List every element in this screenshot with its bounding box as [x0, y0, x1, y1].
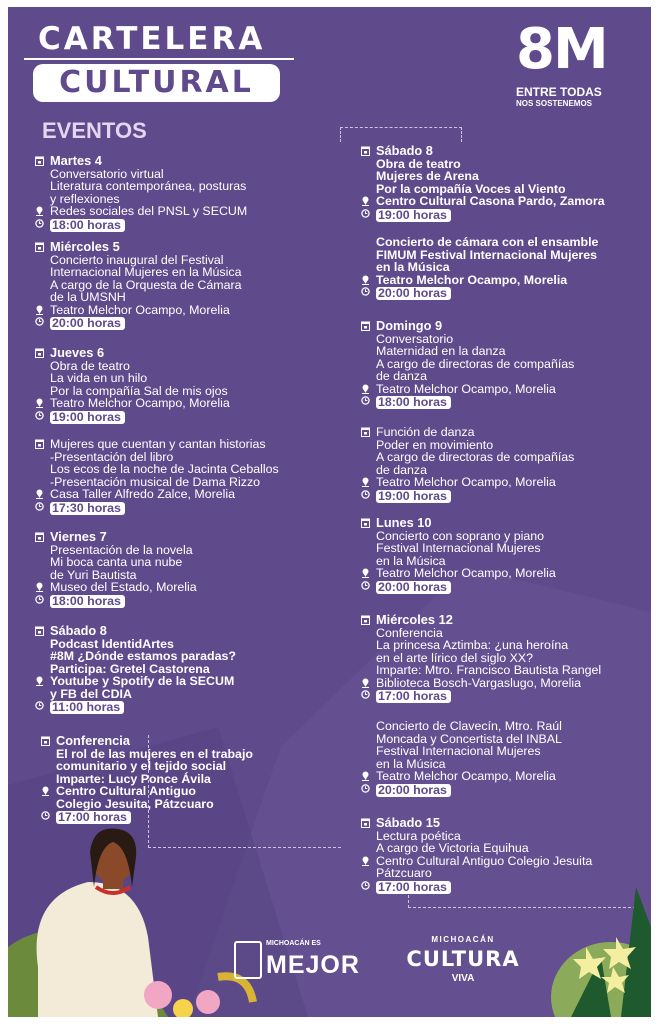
- event-description-line: de Yuri Bautista: [50, 567, 137, 582]
- event-time-row: [35, 316, 335, 330]
- title-divider: [24, 58, 294, 60]
- event-description-line: de danza: [376, 369, 427, 383]
- event-date: Viernes 7: [50, 529, 107, 544]
- clock-icon: [35, 502, 44, 512]
- event-description-line: #8M ¿Dónde estamos paradas?: [50, 649, 236, 663]
- event-description-line: Conversatorio virtual: [50, 166, 164, 181]
- event-description-line: La princesa Aztimba: ¿una heroína: [376, 638, 569, 652]
- location-pin-icon: [35, 398, 44, 408]
- logo-8m-mark: 8M: [516, 17, 607, 82]
- event-description-line: Moncada y Concertista del INBAL: [376, 731, 562, 746]
- calendar-icon: [35, 242, 44, 252]
- event-time-row: [361, 208, 651, 222]
- event-time-badge: 18:00 horas: [50, 219, 125, 232]
- event-time-badge: 19:00 horas: [376, 490, 451, 503]
- event-time-row: [361, 783, 651, 797]
- event-item: [361, 236, 651, 300]
- event-time-badge: 18:00 horas: [50, 595, 125, 608]
- event-location-line: Redes sociales del PNSL y SECUM: [35, 205, 335, 218]
- event-description-line: Obra de teatro: [376, 156, 461, 171]
- event-date-row: [35, 531, 335, 544]
- event-description-line: Internacional Mujeres en la Música: [50, 265, 242, 279]
- event-location-line: Teatro Melchor Ocampo, Morelia: [361, 476, 651, 489]
- poster: [8, 7, 651, 1017]
- location-pin-icon: [35, 582, 44, 592]
- flowers-illustration: [541, 887, 651, 1017]
- event-description-line: Festival Internacional Mujeres: [376, 541, 541, 555]
- calendar-icon: [361, 818, 370, 828]
- location-pin-icon: [361, 275, 370, 285]
- event-date-row: [41, 735, 341, 748]
- logo2-big-text: CULTURA: [406, 947, 520, 971]
- event-time-badge: 20:00 horas: [376, 581, 451, 594]
- event-date: Lunes 10: [376, 515, 432, 530]
- calendar-icon: [35, 348, 44, 358]
- clock-icon: [361, 881, 370, 891]
- event-time-row: [361, 489, 651, 503]
- event-time-badge: 11:00 horas: [50, 701, 124, 714]
- calendar-icon: [361, 427, 370, 437]
- logo-michoacan-es-mejor: [234, 939, 374, 983]
- event-item: [35, 531, 335, 608]
- event-location-line: Teatro Melchor Ocampo, Morelia: [35, 304, 335, 317]
- calendar-icon: [361, 146, 370, 156]
- calendar-icon: [361, 518, 370, 528]
- event-description-line: -Presentación musical de Dama Rizzo: [50, 474, 261, 489]
- logo2-bottom-text: VIVA: [451, 973, 475, 984]
- event-description-line: La vida en un hilo: [50, 371, 148, 385]
- calendar-icon: [35, 156, 44, 166]
- clock-icon: [361, 581, 370, 591]
- clock-icon: [35, 219, 44, 229]
- logo-8m: [516, 17, 636, 112]
- calendar-icon: [361, 321, 370, 331]
- event-description-line: Conferencia: [376, 625, 443, 640]
- event-description-line: Concierto inaugural del Festival: [50, 252, 224, 267]
- event-description-line: FIMUM Festival Internacional Mujeres: [376, 247, 598, 262]
- event-date-row: [35, 625, 335, 638]
- clock-icon: [35, 317, 44, 327]
- event-description-line: en la Música: [376, 756, 446, 771]
- event-description-line: Por la compañía Voces al Viento: [376, 181, 566, 196]
- event-time-badge: 17:30 horas: [50, 502, 125, 515]
- event-description-line: A cargo de directoras de compañías: [376, 356, 575, 371]
- event-location-line: Teatro Melchor Ocampo, Morelia: [35, 397, 335, 410]
- event-time-badge: 20:00 horas: [50, 317, 125, 330]
- event-date: Miércoles 12: [376, 612, 453, 627]
- event-item: [361, 517, 651, 594]
- event-item: [35, 241, 335, 330]
- clock-icon: [35, 701, 44, 711]
- event-description-line: A cargo de Victoria Equihua: [376, 841, 529, 855]
- clock-icon: [35, 595, 44, 605]
- event-location-line: Teatro Melchor Ocampo, Morelia: [361, 770, 651, 783]
- event-time-row: [35, 218, 335, 232]
- section-heading: EVENTOS: [42, 118, 147, 143]
- event-time-badge: 18:00 horas: [376, 396, 451, 409]
- event-item: [35, 625, 335, 714]
- event-description-line: Por la compañía Sal de mis ojos: [50, 383, 228, 398]
- event-date-row: [361, 517, 651, 530]
- event-description-line: Concierto de cámara con el ensamble: [376, 235, 599, 249]
- event-description-line: Lectura poética: [376, 828, 461, 843]
- logo2-top-text: MICHOACÁN: [431, 935, 495, 944]
- event-item: [41, 735, 341, 824]
- event-time-row: [361, 286, 651, 300]
- event-time-row: [361, 395, 651, 409]
- dashed-frame: [340, 127, 462, 142]
- clock-icon: [361, 396, 370, 406]
- location-pin-icon: [361, 856, 370, 866]
- event-date-row: [361, 817, 651, 830]
- event-description-line: Imparte: Lucy Ponce Ávila: [56, 771, 211, 786]
- event-description-line: Literatura contemporánea, posturas: [50, 179, 247, 193]
- event-location-line: Colegio Jesuita, Pátzcuaro: [56, 796, 214, 811]
- clock-icon: [361, 209, 370, 219]
- event-description-line: de danza: [376, 462, 427, 477]
- event-description-line: Maternidad en la danza: [376, 344, 506, 358]
- event-time-row: [35, 594, 335, 608]
- event-date: Jueves 6: [50, 345, 105, 360]
- event-date: Conferencia: [56, 733, 130, 748]
- event-location-line: Teatro Melchor Ocampo, Morelia: [361, 567, 651, 580]
- event-description-line: y reflexiones: [50, 191, 120, 206]
- event-time-row: [35, 700, 335, 714]
- event-item: [361, 320, 651, 409]
- event-description-line: Presentación de la novela: [50, 542, 193, 557]
- location-pin-icon: [41, 786, 50, 796]
- event-date: Sábado 8: [50, 623, 107, 638]
- event-time-badge: 17:00 horas: [376, 690, 451, 703]
- event-location-line: Centro Cultural Antiguo: [41, 785, 341, 798]
- event-time-badge: 17:00 horas: [376, 881, 451, 894]
- calendar-icon: [35, 626, 44, 636]
- event-date-row: [361, 145, 651, 158]
- event-time-badge: 20:00 horas: [376, 784, 451, 797]
- event-item: [35, 438, 335, 515]
- event-description-line: en la Música: [376, 260, 450, 274]
- title-cartelera: CARTELERA: [38, 21, 266, 57]
- event-item: [361, 817, 651, 894]
- calendar-icon: [41, 736, 50, 746]
- event-location-line: Teatro Melchor Ocampo, Morelia: [361, 383, 651, 396]
- event-item: [35, 347, 335, 424]
- event-description-line: A cargo de la Orquesta de Cámara: [50, 277, 242, 292]
- logo-small-text: MICHOACÁN ES: [266, 940, 321, 947]
- event-date: Domingo 9: [376, 318, 443, 333]
- event-description-line: Función de danza: [361, 426, 651, 439]
- event-location-line: Biblioteca Bosch-Vargaslugo, Morelia: [361, 677, 651, 690]
- event-description-line: Concierto con soprano y piano: [376, 528, 545, 543]
- event-location-line: y FB del CDIA: [50, 686, 132, 701]
- event-item: [35, 155, 335, 232]
- event-description-line: Imparte: Mtro. Francisco Bautista Rangel: [376, 663, 602, 677]
- event-date: Martes 4: [50, 153, 102, 168]
- location-pin-icon: [35, 206, 44, 216]
- event-description-line: Obra de teatro: [50, 358, 130, 373]
- event-location-line: Youtube y Spotify de la SECUM: [35, 675, 335, 688]
- logo-big-text: MEJOR: [266, 951, 360, 979]
- location-pin-icon: [35, 489, 44, 499]
- clock-icon: [361, 690, 370, 700]
- calendar-icon: [35, 532, 44, 542]
- event-description-line: Conversatorio: [376, 331, 454, 346]
- event-item: [361, 614, 651, 703]
- event-time-row: [41, 810, 341, 824]
- clock-icon: [35, 411, 44, 421]
- event-item: [361, 145, 651, 222]
- clock-icon: [361, 490, 370, 500]
- event-description-line: comunitario y el tejido social: [56, 759, 227, 773]
- event-date: Sábado 8: [376, 143, 433, 158]
- event-description-line: Podcast IdentidArtes: [50, 636, 174, 651]
- location-pin-icon: [361, 477, 370, 487]
- location-pin-icon: [361, 568, 370, 578]
- woman-illustration: [8, 827, 258, 1017]
- event-description-line: Festival Internacional Mujeres: [376, 744, 541, 758]
- event-date-row: [361, 320, 651, 333]
- event-location-line: Casa Taller Alfredo Zalce, Morelia: [35, 488, 335, 501]
- event-location-line: Museo del Estado, Morelia: [35, 581, 335, 594]
- event-description-line: A cargo de directoras de compañías: [376, 450, 575, 464]
- event-time-row: [361, 580, 651, 594]
- location-pin-icon: [35, 676, 44, 686]
- title-cultural: CULTURAL: [33, 64, 280, 102]
- event-description-line: Participa: Gretel Castorena: [50, 661, 210, 676]
- event-description-line: Mi boca canta una nube: [50, 555, 183, 569]
- event-time-badge: 19:00 horas: [50, 411, 125, 424]
- clock-icon: [41, 811, 50, 821]
- calendar-icon: [35, 439, 44, 449]
- event-item: [361, 426, 651, 503]
- logo-cultura-viva: [398, 935, 528, 991]
- event-location-line: Teatro Melchor Ocampo, Morelia: [361, 274, 651, 287]
- event-location-line: Pátzcuaro: [376, 866, 432, 880]
- event-time-row: [361, 689, 651, 703]
- event-item: [361, 720, 651, 797]
- location-pin-icon: [361, 196, 370, 206]
- event-description-line: Mujeres de Arena: [376, 169, 479, 183]
- event-description-line: Poder en movimiento: [376, 437, 494, 452]
- event-location-line: Centro Cultural Antiguo Colegio Jesuita: [361, 855, 651, 868]
- event-date-row: [35, 155, 335, 168]
- event-time-badge: 19:00 horas: [376, 209, 451, 222]
- event-description-line: en la Música: [376, 553, 446, 568]
- event-description-line: El rol de las mujeres en el trabajo: [56, 746, 253, 761]
- clock-icon: [361, 287, 370, 297]
- event-description-line: en el arte lírico del siglo XX?: [376, 650, 534, 665]
- event-description-line: Los ecos de la noche de Jacinta Ceballos: [50, 462, 279, 476]
- event-description-line: de la UMSNH: [50, 290, 126, 304]
- event-time-badge: 17:00 horas: [56, 811, 131, 824]
- logo-tagline-1: ENTRE TODAS: [516, 85, 602, 99]
- clock-icon: [361, 784, 370, 794]
- location-pin-icon: [361, 384, 370, 394]
- location-pin-icon: [35, 305, 44, 315]
- event-date-row: [35, 241, 335, 254]
- location-pin-icon: [361, 678, 370, 688]
- event-time-row: [35, 501, 335, 515]
- event-description-line: -Presentación del libro: [50, 449, 174, 464]
- logo-tagline-2: NOS SOSTENEMOS: [516, 99, 593, 108]
- event-description-line: Mujeres que cuentan y cantan historias: [35, 438, 335, 451]
- event-location-line: Centro Cultural Casona Pardo, Zamora: [361, 195, 651, 208]
- event-date: Miércoles 5: [50, 239, 120, 254]
- location-pin-icon: [361, 771, 370, 781]
- calendar-icon: [361, 615, 370, 625]
- event-time-badge: 20:00 horas: [376, 287, 451, 300]
- event-description-line: Concierto de Clavecín, Mtro. Raúl: [376, 719, 562, 733]
- event-date-row: [361, 614, 651, 627]
- coat-of-arms-icon: [234, 941, 262, 979]
- event-time-row: [35, 410, 335, 424]
- event-date-row: [35, 347, 335, 360]
- event-date: Sábado 15: [376, 815, 441, 830]
